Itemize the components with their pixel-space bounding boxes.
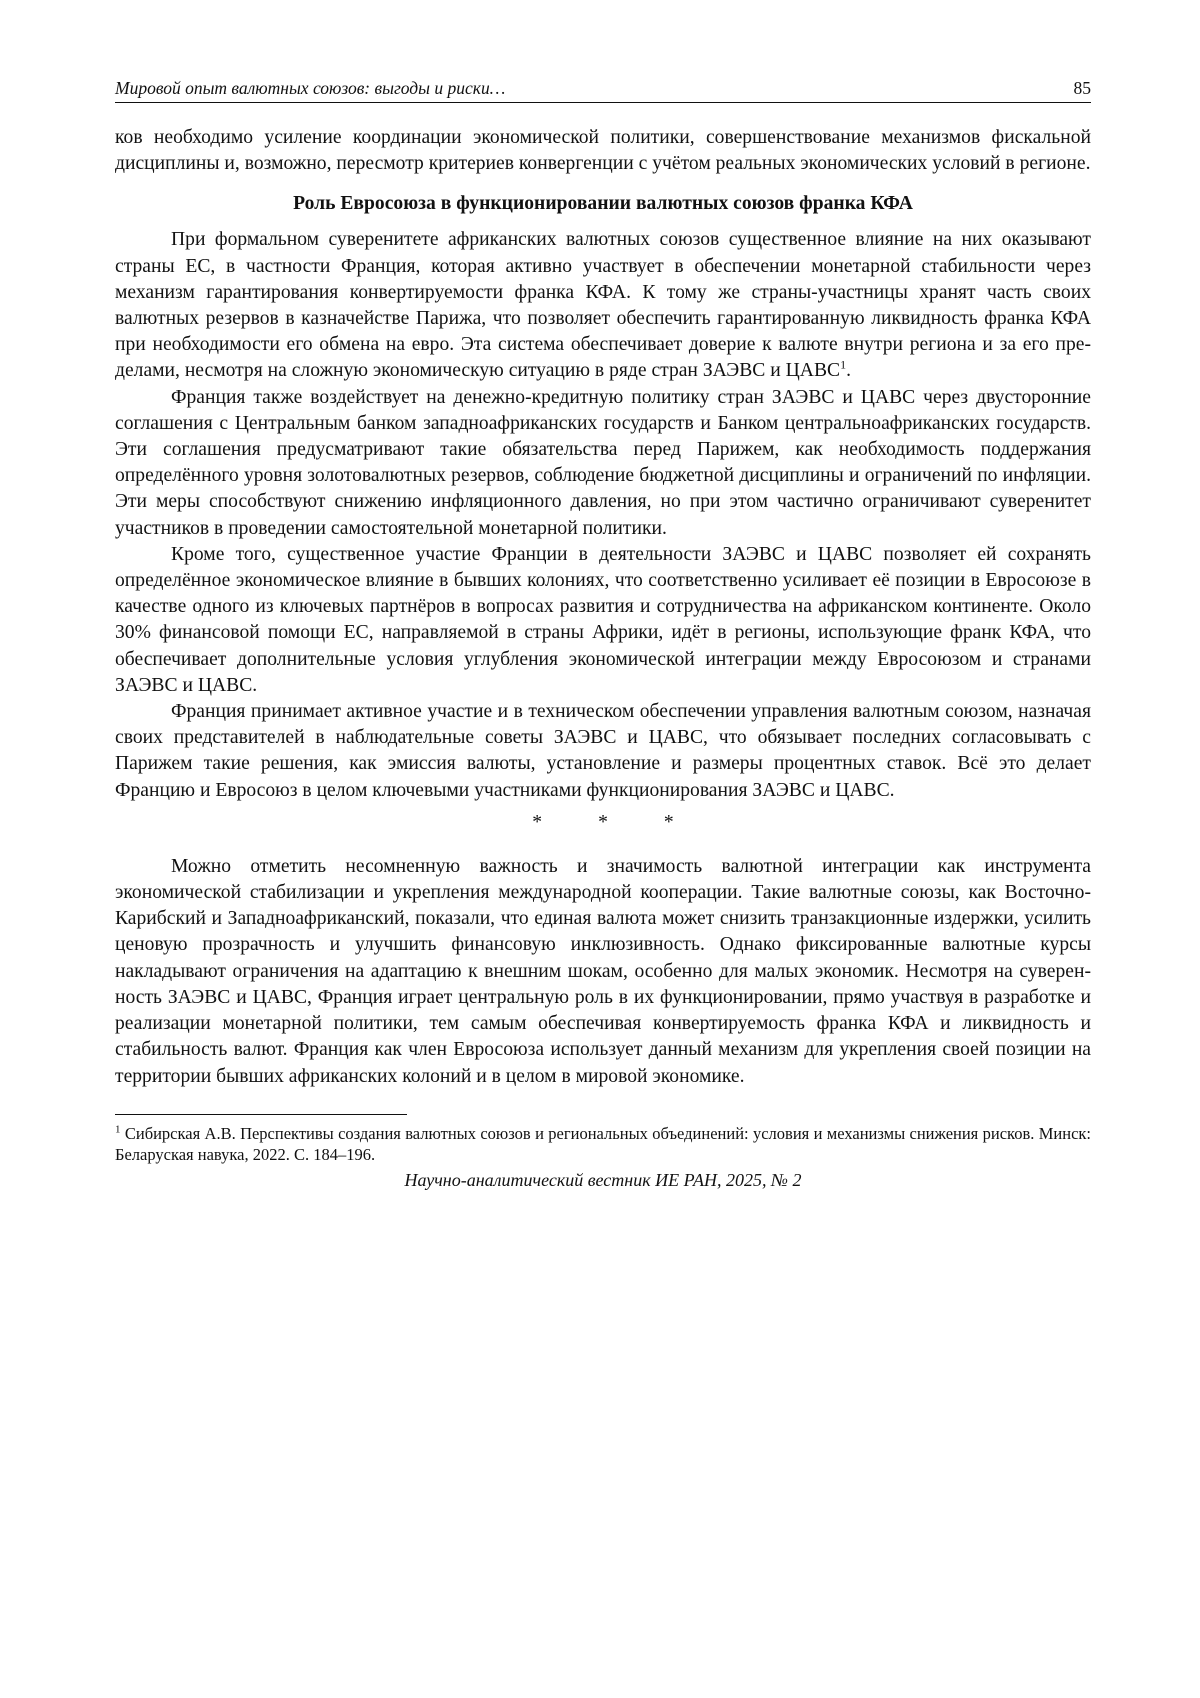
paragraph-conclusion: Можно отметить несомненную важность и значимость валютной интеграции как инструмента экономической стабилизации и укрепления международной кооперации. Такие валютные союзы, как Восточно-Карибский и Западноафриканский, показали, что единая валюта может снизить транзакционные издержки, усилить ценовую прозрачность и улучшить финансовую инклюзивность. Однако фиксированные валютные курсы накладывают ограничения на адаптацию к внешним шокам, особенно для малых экономик. Несмотря на суверенность ЗАЭВС и ЦАВС, Франция играет центральную роль в их функционировании, прямо участвуя в разработке и реализации монетарной политики, тем самым обеспечивая конвертируемость франка КФА и ликвидность и стабильность валют. Франция как член Евросоюза использует данный механизм для укрепления своей позиции на территории бывших африканских колоний и в целом в мировой экономике. bbox=[115, 855, 1091, 1087]
footnote-mark: 1 bbox=[115, 1123, 121, 1136]
paragraph-continuation: ков необходимо усиление координации экономической политики, совершенствование механизмов фискальной дисциплины и, возможно, пересмотр критериев конвергенции с учётом реальных экономических условий в регионе. bbox=[115, 127, 1091, 175]
article-body bbox=[115, 125, 1091, 1090]
page-number: 85 bbox=[1073, 78, 1091, 98]
paragraph-1 bbox=[115, 227, 1091, 384]
running-header bbox=[115, 78, 1091, 103]
journal-footer: Научно-аналитический вестник ИЕ РАН, 2025, № 2 bbox=[404, 1169, 802, 1190]
separator-asterisk: * bbox=[598, 811, 608, 833]
footnote-reference[interactable]: 1 bbox=[840, 357, 847, 372]
footnote-text: Сибирская А.В. Перспективы создания валютных союзов и региональных объединений: условия и механизмы снижения рисков. Минск: Беларуская навука, 2022. С. 184–196. bbox=[115, 1123, 1091, 1164]
running-title: Мировой опыт валютных союзов: выгоды и риски… bbox=[115, 78, 506, 98]
paragraph-3: Кроме того, существенное участие Франции в деятельности ЗАЭВС и ЦАВС позволяет ей сохранять определённое экономическое влияние в бывших колониях, что соответственно усиливает её позиции в Евросоюзе в качестве одного из ключевых партнёров в вопросах развития и сотрудничества на африканском континенте. Около 30% финансовой помощи ЕС, направляемой в страны Африки, идёт в регионы, использующие франк КФА, что обеспечивает дополнительные условия углубления экономической интеграции между Евросоюзом и странами ЗАЭВС и ЦАВС. bbox=[115, 543, 1091, 696]
footnote-rule bbox=[115, 1114, 407, 1115]
paragraph-4: Франция принимает активное участие и в техническом обеспечении управления валютным союзом, назначая своих представителей в наблюдательные советы ЗАЭВС и ЦАВС, что обязывает последних согласовывать с Парижем такие решения, как эмиссия валюты, установление и размеры процентных ставок. Всё это делает Францию и Евросоюз в целом ключевыми участниками функционирования ЗАЭВС и ЦАВС. bbox=[115, 701, 1091, 801]
footnote bbox=[115, 1123, 1091, 1165]
section-heading: Роль Евросоюза в функционировании валютных союзов франка КФА bbox=[293, 193, 913, 215]
document-page bbox=[115, 78, 1091, 1191]
separator-asterisk: * bbox=[663, 811, 674, 833]
paragraph-1-text: При формальном суверенитете африканских валютных союзов существенное влияние на них оказывают страны ЕС, в частности Франция, которая активно участвует в обеспечении монетарной стабильности через механизм гарантирования конвертируемости франка КФА. К тому же страны-участницы хранят часть своих валютных резервов в казначействе Парижа, что позволяет обеспечить гарантированную ликвидность франка КФА при необходимости его обмена на евро. Эта система обеспечивает доверие к валюте внутри региона и за его пределами, несмотря на сложную экономическую ситуацию в ряде стран ЗАЭВС и ЦАВС bbox=[115, 229, 1091, 382]
paragraph-1-end: . bbox=[846, 360, 851, 382]
paragraph-2: Франция также воздействует на денежно-кредитную политику стран ЗАЭВС и ЦАВС через двусторонние соглашения с Центральным банком западноафриканских государств и Банком центральноафриканских государств. Эти соглашения предусматривают такие обязательства перед Парижем, как необходимость поддержания определённого уровня золотовалютных резервов, соблюдение бюджетной дисциплины и ограничений по инфляции. Эти меры способствуют снижению инфляционного давления, но при этом частично ограничивают суверенитет участников в проведении самостоятельной монетарной политики. bbox=[115, 386, 1091, 539]
separator-asterisk: * bbox=[532, 811, 543, 833]
section-separator bbox=[115, 810, 1091, 836]
